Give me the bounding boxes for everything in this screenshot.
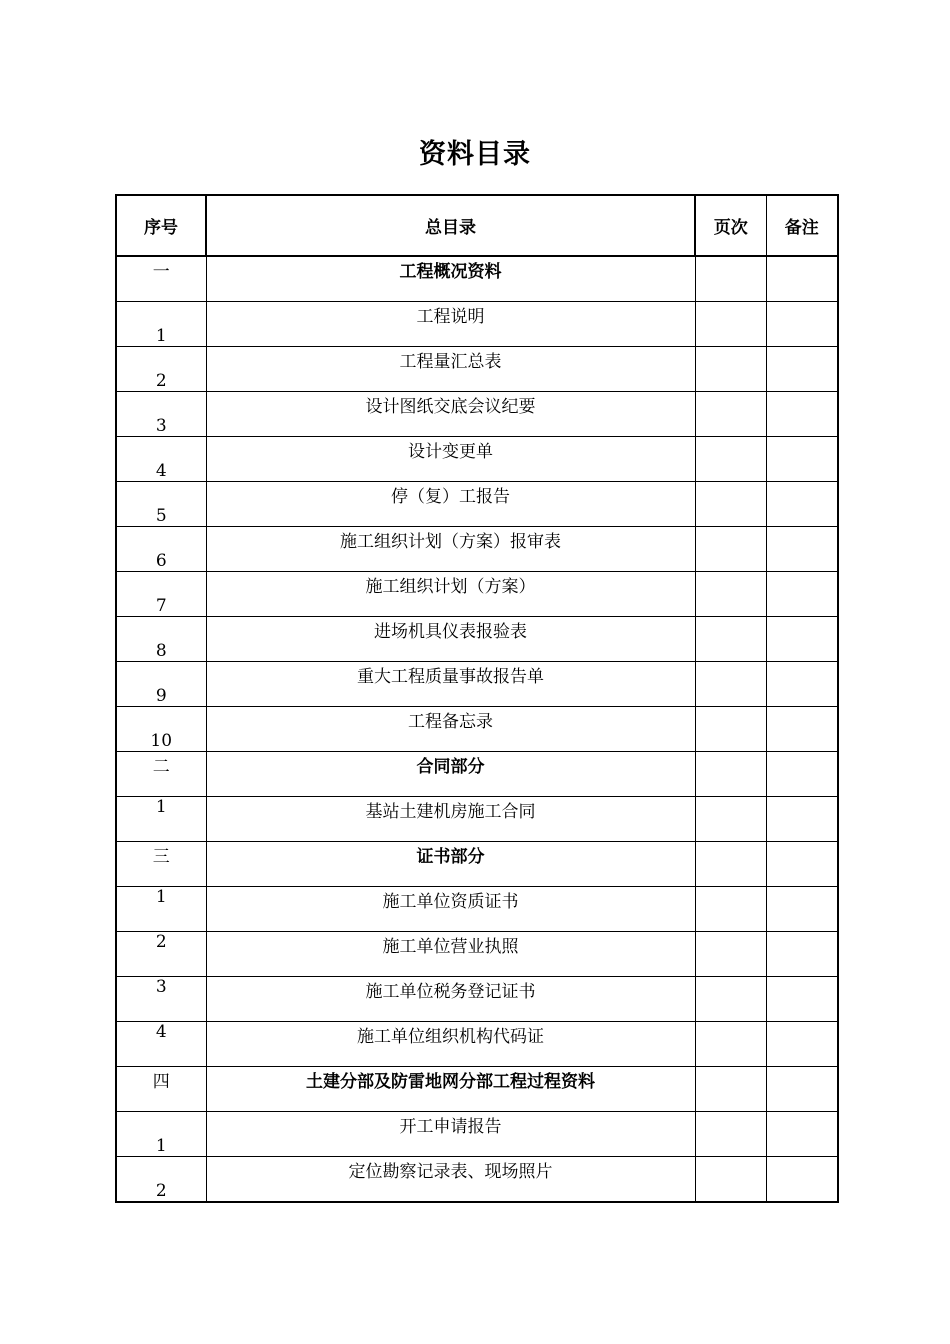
row-seq: 10	[116, 707, 206, 752]
table-row	[116, 932, 838, 977]
table-row	[116, 662, 838, 707]
row-title: 施工组织计划（方案）报审表	[206, 527, 695, 572]
header-note: 备注	[766, 195, 838, 256]
row-title: 重大工程质量事故报告单	[206, 662, 695, 707]
row-page-cell	[695, 482, 766, 527]
row-title: 定位勘察记录表、现场照片	[206, 1157, 695, 1203]
catalog-table	[115, 194, 839, 1203]
table-row	[116, 437, 838, 482]
row-page-cell	[695, 617, 766, 662]
row-page-cell	[695, 842, 766, 887]
row-seq: 6	[116, 527, 206, 572]
section-title: 证书部分	[206, 842, 695, 887]
row-seq: 2	[116, 347, 206, 392]
row-page-cell	[695, 392, 766, 437]
header-title: 总目录	[206, 195, 695, 256]
row-title: 施工单位税务登记证书	[206, 977, 695, 1022]
row-seq: 一	[116, 256, 206, 302]
document-title: 资料目录	[419, 139, 531, 170]
row-note-cell	[766, 752, 838, 797]
row-title: 施工单位资质证书	[206, 887, 695, 932]
row-page-cell	[695, 707, 766, 752]
section-row	[116, 1067, 838, 1112]
table-row	[116, 1157, 838, 1203]
row-seq: 二	[116, 752, 206, 797]
row-seq: 2	[116, 932, 206, 977]
row-note-cell	[766, 707, 838, 752]
row-page-cell	[695, 887, 766, 932]
table-header-row	[116, 195, 838, 256]
row-note-cell	[766, 1157, 838, 1203]
row-seq: 1	[116, 797, 206, 842]
table-row	[116, 392, 838, 437]
section-row	[116, 752, 838, 797]
row-seq: 8	[116, 617, 206, 662]
row-note-cell	[766, 932, 838, 977]
row-page-cell	[695, 662, 766, 707]
table-row	[116, 887, 838, 932]
row-title: 施工组织计划（方案）	[206, 572, 695, 617]
table-row	[116, 797, 838, 842]
row-page-cell	[695, 572, 766, 617]
row-seq: 7	[116, 572, 206, 617]
header-page: 页次	[695, 195, 766, 256]
row-note-cell	[766, 842, 838, 887]
row-title: 工程量汇总表	[206, 347, 695, 392]
header-seq: 序号	[116, 195, 206, 256]
row-seq: 三	[116, 842, 206, 887]
table-row	[116, 1112, 838, 1157]
row-page-cell	[695, 1067, 766, 1112]
row-title: 开工申请报告	[206, 1112, 695, 1157]
row-page-cell	[695, 437, 766, 482]
row-note-cell	[766, 977, 838, 1022]
row-note-cell	[766, 1112, 838, 1157]
row-seq: 4	[116, 437, 206, 482]
row-seq: 1	[116, 1112, 206, 1157]
section-title: 工程概况资料	[206, 256, 695, 302]
row-page-cell	[695, 1022, 766, 1067]
row-note-cell	[766, 482, 838, 527]
row-page-cell	[695, 797, 766, 842]
row-note-cell	[766, 302, 838, 347]
row-note-cell	[766, 797, 838, 842]
section-title: 合同部分	[206, 752, 695, 797]
row-note-cell	[766, 347, 838, 392]
row-note-cell	[766, 392, 838, 437]
table-row	[116, 977, 838, 1022]
table-row	[116, 302, 838, 347]
table-row	[116, 1022, 838, 1067]
row-page-cell	[695, 752, 766, 797]
row-title: 设计图纸交底会议纪要	[206, 392, 695, 437]
row-seq: 1	[116, 302, 206, 347]
row-note-cell	[766, 1022, 838, 1067]
row-seq: 5	[116, 482, 206, 527]
row-title: 停（复）工报告	[206, 482, 695, 527]
table-row	[116, 617, 838, 662]
row-title: 基站土建机房施工合同	[206, 797, 695, 842]
row-note-cell	[766, 572, 838, 617]
table-body	[116, 256, 838, 1202]
row-title: 工程备忘录	[206, 707, 695, 752]
row-note-cell	[766, 662, 838, 707]
row-note-cell	[766, 887, 838, 932]
section-row	[116, 256, 838, 302]
row-seq: 4	[116, 1022, 206, 1067]
section-row	[116, 842, 838, 887]
row-title: 施工单位营业执照	[206, 932, 695, 977]
section-title: 土建分部及防雷地网分部工程过程资料	[206, 1067, 695, 1112]
row-page-cell	[695, 347, 766, 392]
row-note-cell	[766, 1067, 838, 1112]
row-seq: 9	[116, 662, 206, 707]
row-seq: 1	[116, 887, 206, 932]
row-title: 进场机具仪表报验表	[206, 617, 695, 662]
table-row	[116, 482, 838, 527]
table-row	[116, 347, 838, 392]
row-page-cell	[695, 527, 766, 572]
row-page-cell	[695, 256, 766, 302]
row-seq: 2	[116, 1157, 206, 1203]
row-page-cell	[695, 1112, 766, 1157]
row-page-cell	[695, 302, 766, 347]
row-note-cell	[766, 437, 838, 482]
row-seq: 四	[116, 1067, 206, 1112]
row-page-cell	[695, 1157, 766, 1203]
row-title: 施工单位组织机构代码证	[206, 1022, 695, 1067]
table-row	[116, 707, 838, 752]
row-title: 工程说明	[206, 302, 695, 347]
row-page-cell	[695, 977, 766, 1022]
row-page-cell	[695, 932, 766, 977]
row-seq: 3	[116, 392, 206, 437]
row-note-cell	[766, 256, 838, 302]
row-note-cell	[766, 617, 838, 662]
row-note-cell	[766, 527, 838, 572]
row-seq: 3	[116, 977, 206, 1022]
row-title: 设计变更单	[206, 437, 695, 482]
table-row	[116, 527, 838, 572]
table-row	[116, 572, 838, 617]
